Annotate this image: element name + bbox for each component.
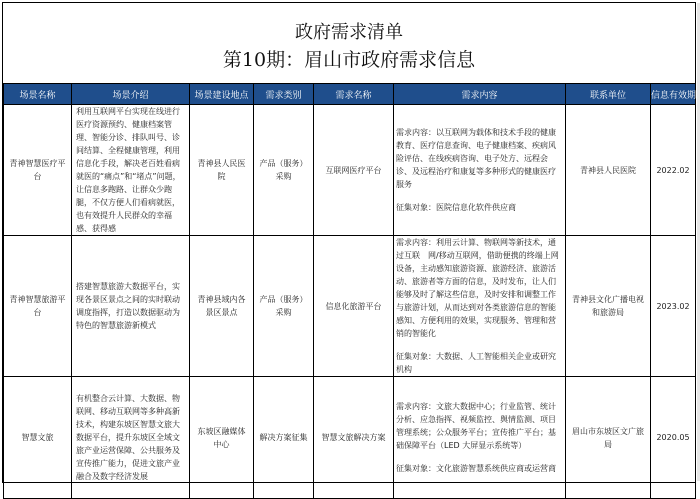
scene-name-cell: 青神智慧医疗平台 bbox=[4, 105, 72, 236]
valid-period-cell: 2020.05 bbox=[651, 377, 696, 499]
header-valid-period: 信息有效期 bbox=[651, 84, 696, 105]
location-cell: 青神县人民医院 bbox=[190, 105, 254, 236]
scene-intro-cell: 利用互联网平台实现在线进行医疗资源预约、健康档案管理、智能分诊、排队叫号、诊间结算、全程健康管理，利用信息化手段，解决老百姓看病就医的“痛点”和“堵点”问题，让信息多跑路、让群众少跑腿，不仅方便人们看病就医，也有效提升人民群众的幸福感、获得感 bbox=[72, 105, 190, 236]
demand-name-cell: 信息化旅游平台 bbox=[314, 236, 394, 377]
contact-cell: 青神县人民医院 bbox=[566, 105, 651, 236]
header-demand-content: 需求内容 bbox=[394, 84, 566, 105]
solicitation-target-text: 征集对象：文化旅游智慧系统供应商或运营商 bbox=[396, 464, 556, 473]
demand-content-text: 需求内容：利用云计算、物联网等新技术，通过互联 网/移动互联网，借助便携的终端上网设备，主动感知旅游资源、旅游经济、旅游活动、旅游者等方面的信息，及时发布，让人们能够及时了解这些信息，及时安排和调整工作与旅游计划，从而达到对各类旅游信息的智能感知、方便利用的效果，实现服务、管理和营销的智能化 bbox=[396, 238, 559, 338]
category-cell: 产品（服务）采购 bbox=[254, 236, 314, 377]
title-block bbox=[3, 3, 695, 84]
header-demand-name: 需求名称 bbox=[314, 84, 394, 105]
table-row bbox=[4, 236, 696, 377]
solicitation-target-text: 征集对象：医院信息化软件供应商 bbox=[396, 203, 516, 212]
table-row bbox=[4, 105, 696, 236]
table-header-row bbox=[4, 84, 696, 105]
header-category: 需求类别 bbox=[254, 84, 314, 105]
demand-content-cell bbox=[394, 236, 566, 377]
category-cell: 解决方案征集 bbox=[254, 377, 314, 499]
demand-content-cell bbox=[394, 105, 566, 236]
demand-content-text: 需求内容：文旅大数据中心；行业监管、统计分析、应急指挥、视频监控、舆情监测、项目管理系统；公众服务平台；宣传推广平台；基础保障平台（LED 大屏显示系统等） bbox=[396, 402, 556, 450]
scene-name-cell: 智慧文旅 bbox=[4, 377, 72, 499]
contact-cell: 眉山市东坡区文广旅局 bbox=[566, 377, 651, 499]
category-cell: 产品（服务）采购 bbox=[254, 105, 314, 236]
scene-intro-cell: 搭建智慧旅游大数据平台，实现各景区景点之间的实时联动调度指挥，打造以数据驱动为特色的智慧旅游新模式 bbox=[72, 236, 190, 377]
contact-cell: 青神县文化广播电视和旅游局 bbox=[566, 236, 651, 377]
demand-list-document bbox=[2, 2, 696, 483]
demand-name-cell: 互联网医疗平台 bbox=[314, 105, 394, 236]
valid-period-cell: 2023.02 bbox=[651, 236, 696, 377]
scene-name-cell: 青神智慧旅游平台 bbox=[4, 236, 72, 377]
header-location: 场景建设地点 bbox=[190, 84, 254, 105]
solicitation-target-text: 征集对象：大数据、人工智能相关企业或研究机构 bbox=[396, 352, 556, 374]
demand-name-cell: 智慧文旅解决方案 bbox=[314, 377, 394, 499]
header-contact: 联系单位 bbox=[566, 84, 651, 105]
location-cell: 东坡区融媒体中心 bbox=[190, 377, 254, 499]
demand-content-text: 需求内容：以互联网为载体和技术手段的健康教育、医疗信息查询、电子健康档案、疾病风险评估、在线疾病咨询、电子处方、远程会诊、及远程治疗和康复等多种形式的健康医疗服务 bbox=[396, 128, 556, 189]
valid-period-cell: 2022.02 bbox=[651, 105, 696, 236]
table-row bbox=[4, 377, 696, 499]
document-subtitle: 第10期：眉山市政府需求信息 bbox=[222, 49, 476, 71]
header-scene-intro: 场景介绍 bbox=[72, 84, 190, 105]
header-scene-name: 场景名称 bbox=[4, 84, 72, 105]
document-title: 政府需求清单 bbox=[295, 22, 403, 43]
demand-table bbox=[3, 83, 696, 499]
scene-intro-cell: 有机整合云计算、大数据、物联网、移动互联网等多种高新技术，构建东坡区智慧文旅大数据平台，提升东坡区全域文旅产业运营保障、公共服务及宣传推广能力，促进文旅产业融合及数字经济发展 bbox=[72, 377, 190, 499]
demand-content-cell bbox=[394, 377, 566, 499]
location-cell: 青神县域内各景区景点 bbox=[190, 236, 254, 377]
